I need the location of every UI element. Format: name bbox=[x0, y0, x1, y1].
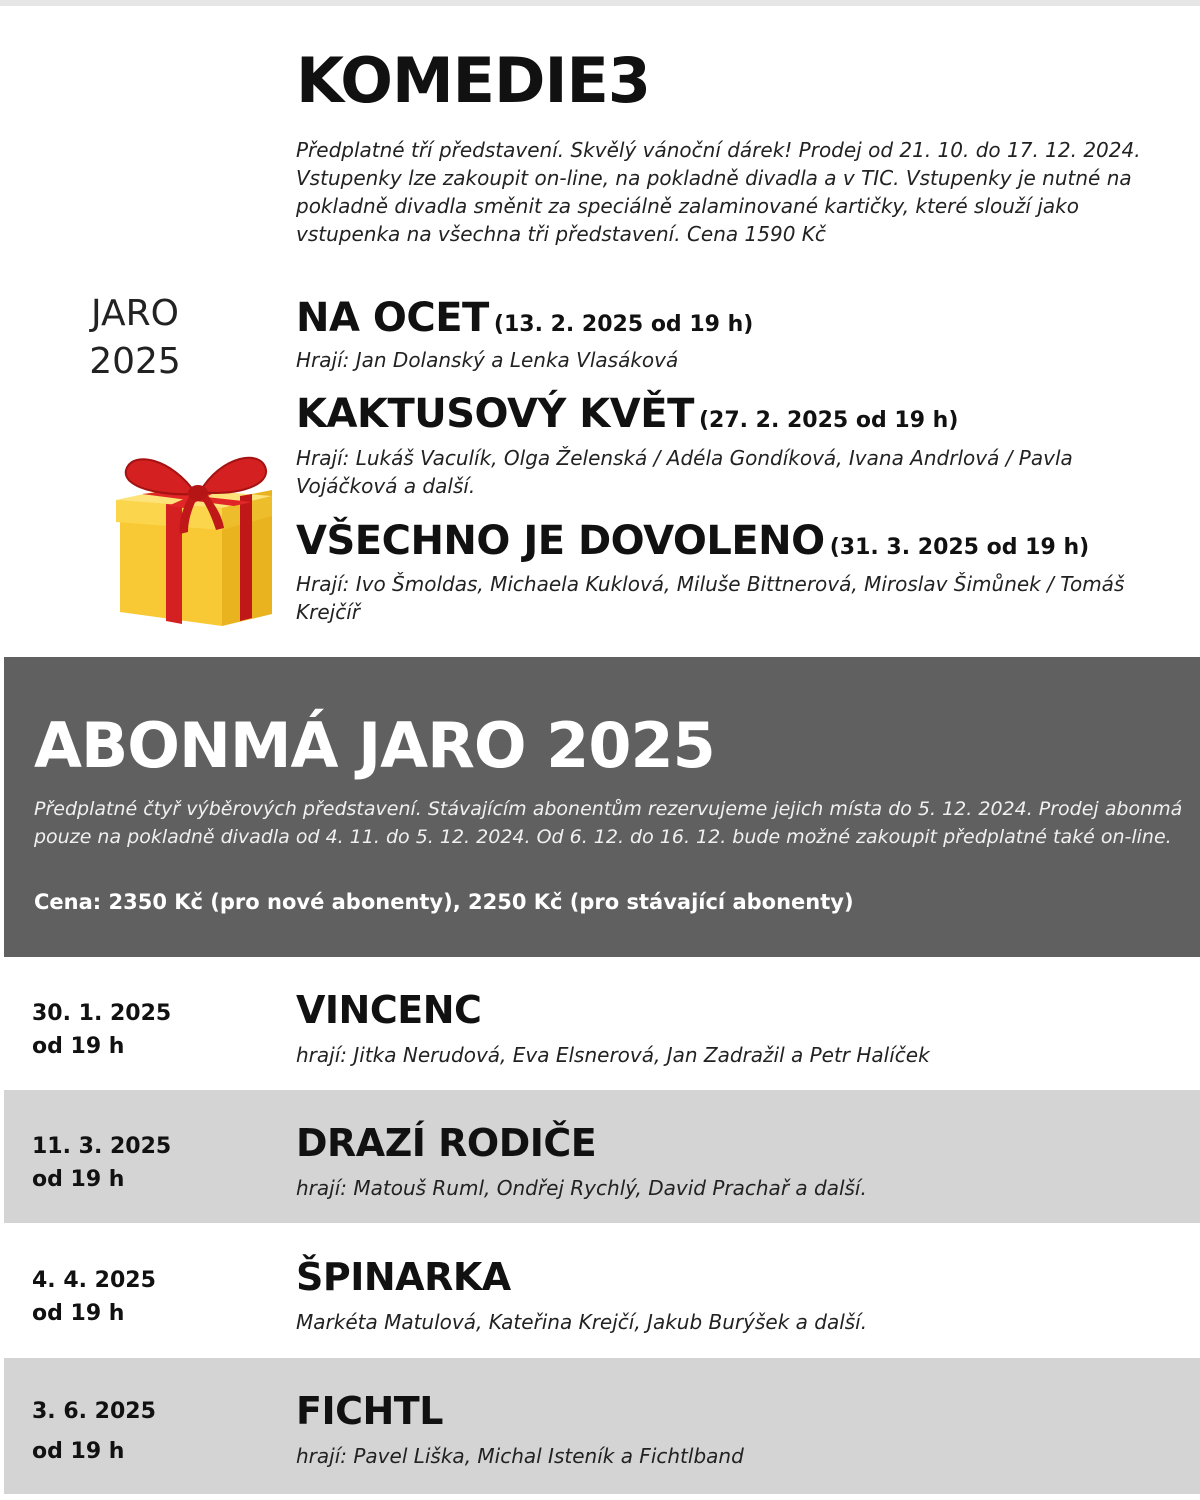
season-label-line2: 2025 bbox=[89, 341, 181, 382]
top-divider bbox=[0, 0, 1200, 6]
abonma-price: Cena: 2350 Kč (pro nové abonenty), 2250 Kč (pro stávající abonenty) bbox=[34, 890, 854, 914]
show-cast: Hrají: Ivo Šmoldas, Michaela Kuklová, Miluše Bittnerová, Miroslav Šimůnek / Tomáš Krejčíř bbox=[296, 572, 1125, 624]
abonma-description: Předplatné čtyř výběrových představení. Stávajícím abonentům rezervujeme jejich místa do 5. 12. 2024. Prodej abonmá pouze na pokladně divadla od 4. 11. do 5. 12. 2024. Od 6. 12. do 16. 12. bude možné zakoupit předplatné také on-line. bbox=[34, 798, 1183, 848]
show-date: (27. 2. 2025 od 19 h) bbox=[698, 408, 959, 433]
show-cast: Hrají: Lukáš Vaculík, Olga Želenská / Adéla Gondíková, Ivana Andrlová / Pavla Vojáčková a další. bbox=[296, 446, 1073, 498]
season-label-line1: JARO bbox=[91, 293, 179, 334]
show-cast: Hrají: Jan Dolanský a Lenka Vlasáková bbox=[296, 348, 679, 372]
komedie-show-3[interactable] bbox=[296, 518, 1090, 564]
program-title: VINCENC bbox=[296, 988, 482, 1032]
program-date: 30. 1. 2025 od 19 h bbox=[32, 1001, 172, 1059]
program-cast: hrají: Jitka Nerudová, Eva Elsnerová, Jan Zadražil a Petr Halíček bbox=[296, 1043, 930, 1067]
program-row[interactable] bbox=[4, 1224, 1200, 1357]
show-date: (13. 2. 2025 od 19 h) bbox=[493, 312, 754, 337]
show-title: VŠECHNO JE DOVOLENO bbox=[296, 518, 825, 564]
program-row[interactable] bbox=[4, 957, 1200, 1090]
gift-box-icon bbox=[112, 450, 278, 634]
program-date: 3. 6. 2025 od 19 h bbox=[32, 1399, 156, 1464]
abonma-title: ABONMÁ JARO 2025 bbox=[34, 709, 715, 782]
program-row[interactable] bbox=[4, 1358, 1200, 1494]
program-title: ŠPINARKA bbox=[296, 1255, 511, 1299]
abonma-panel bbox=[4, 657, 1200, 957]
komedie-show-2[interactable] bbox=[296, 391, 959, 437]
komedie-description: Předplatné tří představení. Skvělý vánoční dárek! Prodej od 21. 10. do 17. 12. 2024. Vstupenky lze zakoupit on-line, na pokladně divadla a v TIC. Vstupenky je nutné na pokladně divadla směnit za speciálně zalaminované kartičky, které slouží jako vstupenka na všechna tři představení. Cena 1590 Kč bbox=[296, 138, 1141, 246]
program-date: 11. 3. 2025 od 19 h bbox=[32, 1134, 172, 1192]
program-cast: hrají: Pavel Liška, Michal Isteník a Fichtlband bbox=[296, 1444, 744, 1468]
show-date: (31. 3. 2025 od 19 h) bbox=[829, 535, 1090, 560]
show-title: KAKTUSOVÝ KVĚT bbox=[296, 391, 694, 437]
komedie-show-1[interactable] bbox=[296, 295, 754, 341]
program-date: 4. 4. 2025 od 19 h bbox=[32, 1268, 156, 1326]
program-cast: hrají: Matouš Ruml, Ondřej Rychlý, David Prachař a další. bbox=[296, 1176, 867, 1200]
program-title: DRAZÍ RODIČE bbox=[296, 1121, 597, 1165]
program-row[interactable] bbox=[4, 1090, 1200, 1223]
show-title: NA OCET bbox=[296, 295, 489, 341]
program-cast: Markéta Matulová, Kateřina Krejčí, Jakub Burýšek a další. bbox=[296, 1310, 868, 1334]
program-title: FICHTL bbox=[296, 1389, 443, 1433]
komedie-title: KOMEDIE3 bbox=[296, 44, 651, 117]
